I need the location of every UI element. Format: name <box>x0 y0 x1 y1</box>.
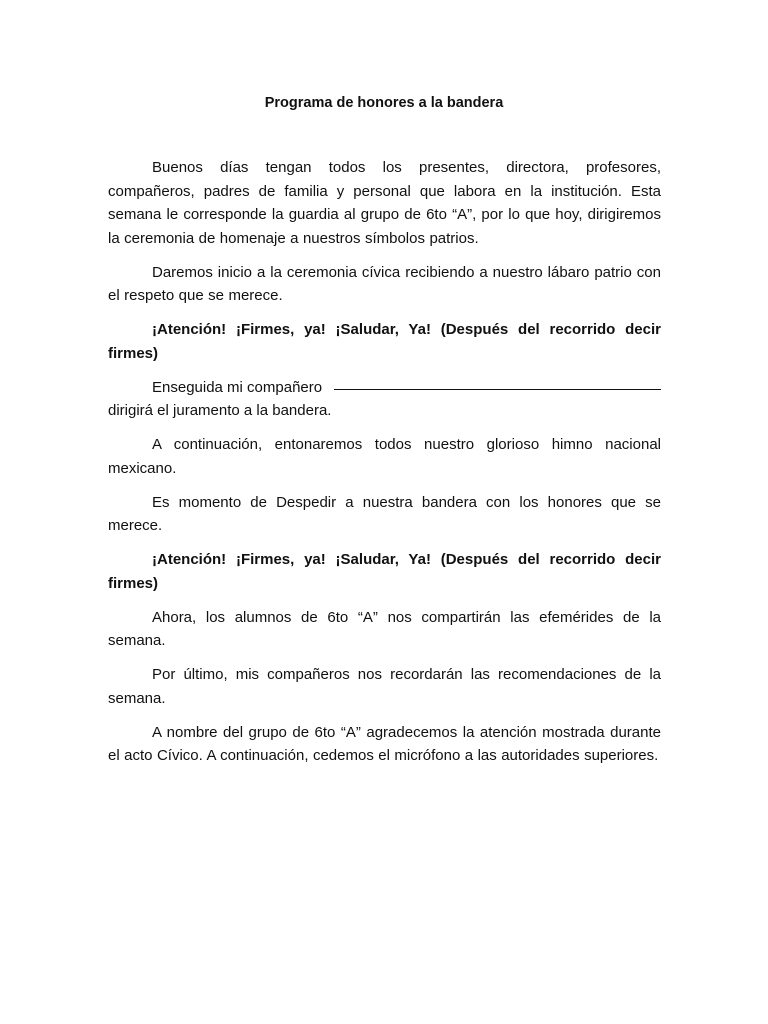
oath-rest-text: dirigirá el juramento a la bandera. <box>108 402 332 419</box>
oath-line <box>108 376 661 400</box>
paragraph-farewell: Es momento de Despedir a nuestra bandera con los honores que se merece. <box>108 493 661 534</box>
paragraph-anthem: A continuación, entonaremos todos nuestro glorioso himno nacional mexicano. <box>108 436 661 477</box>
paragraph-closing: A nombre del grupo de 6to “A” agradecemos la atención mostrada durante el acto Cívico. A continuación, cedemos el micrófono a las autoridades superiores. <box>108 723 661 764</box>
paragraph-command-salute-2: ¡Atención! ¡Firmes, ya! ¡Saludar, Ya! (Después del recorrido decir firmes) <box>108 551 661 592</box>
paragraph-command-salute: ¡Atención! ¡Firmes, ya! ¡Saludar, Ya! (Después del recorrido decir firmes) <box>108 321 661 362</box>
oath-lead-text: Enseguida mi compañero <box>152 378 323 396</box>
oath-name-blank <box>334 388 661 390</box>
document-title: Programa de honores a la bandera <box>264 95 504 111</box>
paragraph-recommendations: Por último, mis compañeros nos recordarán las recomendaciones de la semana. <box>108 666 661 707</box>
paragraph-greeting: Buenos días tengan todos los presentes, directora, profesores, compañeros, padres de familia y personal que labora en la institución. Esta semana le corresponde la guardia al grupo de 6to “A”, por lo que hoy, dirigiremos la ceremonia de homenaje a nuestros símbolos patrios. <box>108 159 661 247</box>
document-body <box>108 156 661 778</box>
paragraph-opening: Daremos inicio a la ceremonia cívica recibiendo a nuestro lábaro patrio con el respeto que se merece. <box>108 263 661 304</box>
paragraph-ephemerides: Ahora, los alumnos de 6to “A” nos compartirán las efemérides de la semana. <box>108 608 661 649</box>
